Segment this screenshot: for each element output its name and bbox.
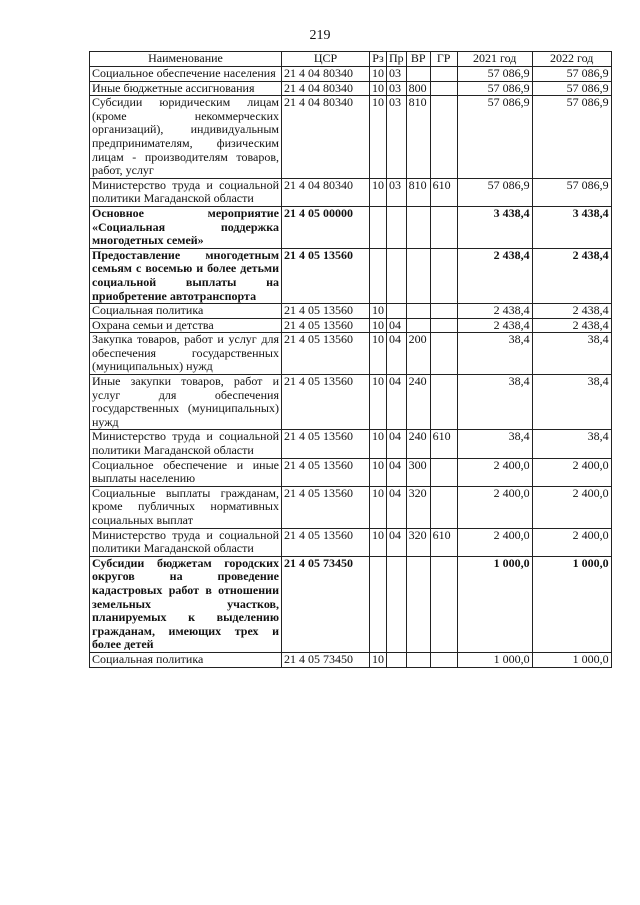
row-pr xyxy=(387,304,407,319)
row-value-2022: 38,4 xyxy=(532,375,611,430)
row-value-2022: 2 400,0 xyxy=(532,486,611,528)
row-rz: 10 xyxy=(370,304,387,319)
row-value-2021: 2 400,0 xyxy=(457,528,532,556)
row-value-2022: 38,4 xyxy=(532,333,611,375)
row-vr xyxy=(406,652,430,667)
row-pr xyxy=(387,248,407,303)
table-row xyxy=(90,304,612,319)
row-gr: 610 xyxy=(430,178,457,206)
row-gr xyxy=(430,318,457,333)
row-csr: 21 4 05 73450 xyxy=(282,652,370,667)
row-csr: 21 4 05 00000 xyxy=(282,206,370,248)
row-vr: 800 xyxy=(406,81,430,96)
row-value-2022: 2 438,4 xyxy=(532,248,611,303)
row-name: Иные закупки товаров, работ и услуг для обеспечения государственных (муниципальных) нужд xyxy=(90,375,282,430)
row-value-2022: 1 000,0 xyxy=(532,556,611,652)
row-name: Закупка товаров, работ и услуг для обеспечения государственных (муниципальных) нужд xyxy=(90,333,282,375)
header-vr: ВР xyxy=(406,52,430,67)
row-value-2021: 2 438,4 xyxy=(457,248,532,303)
row-value-2022: 3 438,4 xyxy=(532,206,611,248)
row-value-2021: 57 086,9 xyxy=(457,178,532,206)
row-pr: 04 xyxy=(387,486,407,528)
table-row xyxy=(90,486,612,528)
row-value-2021: 2 438,4 xyxy=(457,318,532,333)
header-gr: ГР xyxy=(430,52,457,67)
row-gr xyxy=(430,206,457,248)
table-row xyxy=(90,318,612,333)
row-rz: 10 xyxy=(370,67,387,82)
row-gr: 610 xyxy=(430,430,457,458)
row-vr: 810 xyxy=(406,96,430,179)
table-row xyxy=(90,458,612,486)
row-value-2021: 57 086,9 xyxy=(457,67,532,82)
row-value-2021: 2 400,0 xyxy=(457,486,532,528)
row-rz: 10 xyxy=(370,81,387,96)
row-vr: 300 xyxy=(406,458,430,486)
row-name: Основное мероприятие «Социальная поддержка многодетных семей» xyxy=(90,206,282,248)
row-vr: 320 xyxy=(406,486,430,528)
row-pr: 04 xyxy=(387,458,407,486)
row-pr xyxy=(387,652,407,667)
row-value-2021: 2 438,4 xyxy=(457,304,532,319)
header-rz: Рз xyxy=(370,52,387,67)
row-rz: 10 xyxy=(370,486,387,528)
row-gr: 610 xyxy=(430,528,457,556)
row-value-2021: 57 086,9 xyxy=(457,81,532,96)
row-csr: 21 4 05 73450 xyxy=(282,556,370,652)
row-gr xyxy=(430,556,457,652)
row-name: Министерство труда и социальной политики Магаданской области xyxy=(90,430,282,458)
row-csr: 21 4 05 13560 xyxy=(282,375,370,430)
row-vr xyxy=(406,318,430,333)
header-2021: 2021 год xyxy=(457,52,532,67)
row-name: Министерство труда и социальной политики Магаданской области xyxy=(90,528,282,556)
row-csr: 21 4 05 13560 xyxy=(282,528,370,556)
table-row xyxy=(90,430,612,458)
row-pr: 04 xyxy=(387,318,407,333)
row-vr: 240 xyxy=(406,430,430,458)
row-value-2021: 3 438,4 xyxy=(457,206,532,248)
row-pr: 04 xyxy=(387,333,407,375)
row-vr: 320 xyxy=(406,528,430,556)
row-value-2022: 2 438,4 xyxy=(532,318,611,333)
row-rz: 10 xyxy=(370,318,387,333)
row-name: Социальная политика xyxy=(90,652,282,667)
row-gr xyxy=(430,333,457,375)
row-value-2022: 57 086,9 xyxy=(532,81,611,96)
row-name: Министерство труда и социальной политики Магаданской области xyxy=(90,178,282,206)
row-pr: 04 xyxy=(387,375,407,430)
row-gr xyxy=(430,67,457,82)
row-value-2022: 57 086,9 xyxy=(532,178,611,206)
row-rz xyxy=(370,206,387,248)
row-vr: 240 xyxy=(406,375,430,430)
header-pr: Пр xyxy=(387,52,407,67)
row-csr: 21 4 05 13560 xyxy=(282,304,370,319)
row-gr xyxy=(430,652,457,667)
row-vr xyxy=(406,556,430,652)
row-rz: 10 xyxy=(370,96,387,179)
row-rz xyxy=(370,248,387,303)
table-row xyxy=(90,333,612,375)
header-csr: ЦСР xyxy=(282,52,370,67)
row-csr: 21 4 05 13560 xyxy=(282,486,370,528)
table-row xyxy=(90,96,612,179)
row-csr: 21 4 04 80340 xyxy=(282,178,370,206)
row-value-2021: 38,4 xyxy=(457,333,532,375)
row-value-2022: 2 400,0 xyxy=(532,528,611,556)
row-rz: 10 xyxy=(370,458,387,486)
table-row xyxy=(90,528,612,556)
row-value-2022: 57 086,9 xyxy=(532,96,611,179)
table-row xyxy=(90,206,612,248)
header-name: Наименование xyxy=(90,52,282,67)
table-row xyxy=(90,652,612,667)
table-row xyxy=(90,178,612,206)
row-gr xyxy=(430,486,457,528)
row-name: Социальные выплаты гражданам, кроме публичных нормативных социальных выплат xyxy=(90,486,282,528)
row-rz: 10 xyxy=(370,375,387,430)
page-number: 219 xyxy=(309,28,331,43)
row-csr: 21 4 04 80340 xyxy=(282,96,370,179)
row-gr xyxy=(430,248,457,303)
row-value-2022: 38,4 xyxy=(532,430,611,458)
row-csr: 21 4 05 13560 xyxy=(282,248,370,303)
row-value-2021: 38,4 xyxy=(457,430,532,458)
row-vr xyxy=(406,248,430,303)
row-csr: 21 4 04 80340 xyxy=(282,67,370,82)
table-row xyxy=(90,67,612,82)
row-vr xyxy=(406,67,430,82)
row-name: Субсидии юридическим лицам (кроме некоммерческих организаций), индивидуальным предпринимателям, физическим лицам - производителям товаров, работ, услуг xyxy=(90,96,282,179)
row-rz: 10 xyxy=(370,430,387,458)
table-row xyxy=(90,375,612,430)
row-pr: 04 xyxy=(387,528,407,556)
row-rz xyxy=(370,556,387,652)
row-rz: 10 xyxy=(370,333,387,375)
row-pr: 03 xyxy=(387,178,407,206)
row-value-2022: 1 000,0 xyxy=(532,652,611,667)
row-pr xyxy=(387,206,407,248)
row-name: Иные бюджетные ассигнования xyxy=(90,81,282,96)
row-csr: 21 4 04 80340 xyxy=(282,81,370,96)
row-csr: 21 4 05 13560 xyxy=(282,458,370,486)
row-gr xyxy=(430,375,457,430)
row-csr: 21 4 05 13560 xyxy=(282,318,370,333)
row-pr: 04 xyxy=(387,430,407,458)
row-csr: 21 4 05 13560 xyxy=(282,430,370,458)
row-rz: 10 xyxy=(370,528,387,556)
header-2022: 2022 год xyxy=(532,52,611,67)
row-value-2022: 2 438,4 xyxy=(532,304,611,319)
row-gr xyxy=(430,458,457,486)
row-name: Предоставление многодетным семьям с восемью и более детьми социальной выплаты на приобретение автотранспорта xyxy=(90,248,282,303)
row-pr: 03 xyxy=(387,67,407,82)
row-vr xyxy=(406,304,430,319)
row-vr: 200 xyxy=(406,333,430,375)
table-row xyxy=(90,248,612,303)
row-rz: 10 xyxy=(370,652,387,667)
row-name: Социальное обеспечение и иные выплаты населению xyxy=(90,458,282,486)
row-value-2021: 57 086,9 xyxy=(457,96,532,179)
table-row xyxy=(90,556,612,652)
table-header-row xyxy=(90,52,612,67)
row-pr: 03 xyxy=(387,96,407,179)
row-name: Социальное обеспечение населения xyxy=(90,67,282,82)
row-value-2022: 57 086,9 xyxy=(532,67,611,82)
row-value-2021: 38,4 xyxy=(457,375,532,430)
table-row xyxy=(90,81,612,96)
row-name: Субсидии бюджетам городских округов на проведение кадастровых работ в отношении земельных участков, планируемых к выделению гражданам, имеющих трех и более детей xyxy=(90,556,282,652)
row-vr xyxy=(406,206,430,248)
row-value-2021: 1 000,0 xyxy=(457,556,532,652)
row-gr xyxy=(430,304,457,319)
row-name: Охрана семьи и детства xyxy=(90,318,282,333)
row-rz: 10 xyxy=(370,178,387,206)
row-value-2021: 1 000,0 xyxy=(457,652,532,667)
row-gr xyxy=(430,96,457,179)
row-name: Социальная политика xyxy=(90,304,282,319)
row-value-2022: 2 400,0 xyxy=(532,458,611,486)
row-pr: 03 xyxy=(387,81,407,96)
row-gr xyxy=(430,81,457,96)
row-value-2021: 2 400,0 xyxy=(457,458,532,486)
row-vr: 810 xyxy=(406,178,430,206)
budget-table xyxy=(89,51,612,668)
row-csr: 21 4 05 13560 xyxy=(282,333,370,375)
row-pr xyxy=(387,556,407,652)
